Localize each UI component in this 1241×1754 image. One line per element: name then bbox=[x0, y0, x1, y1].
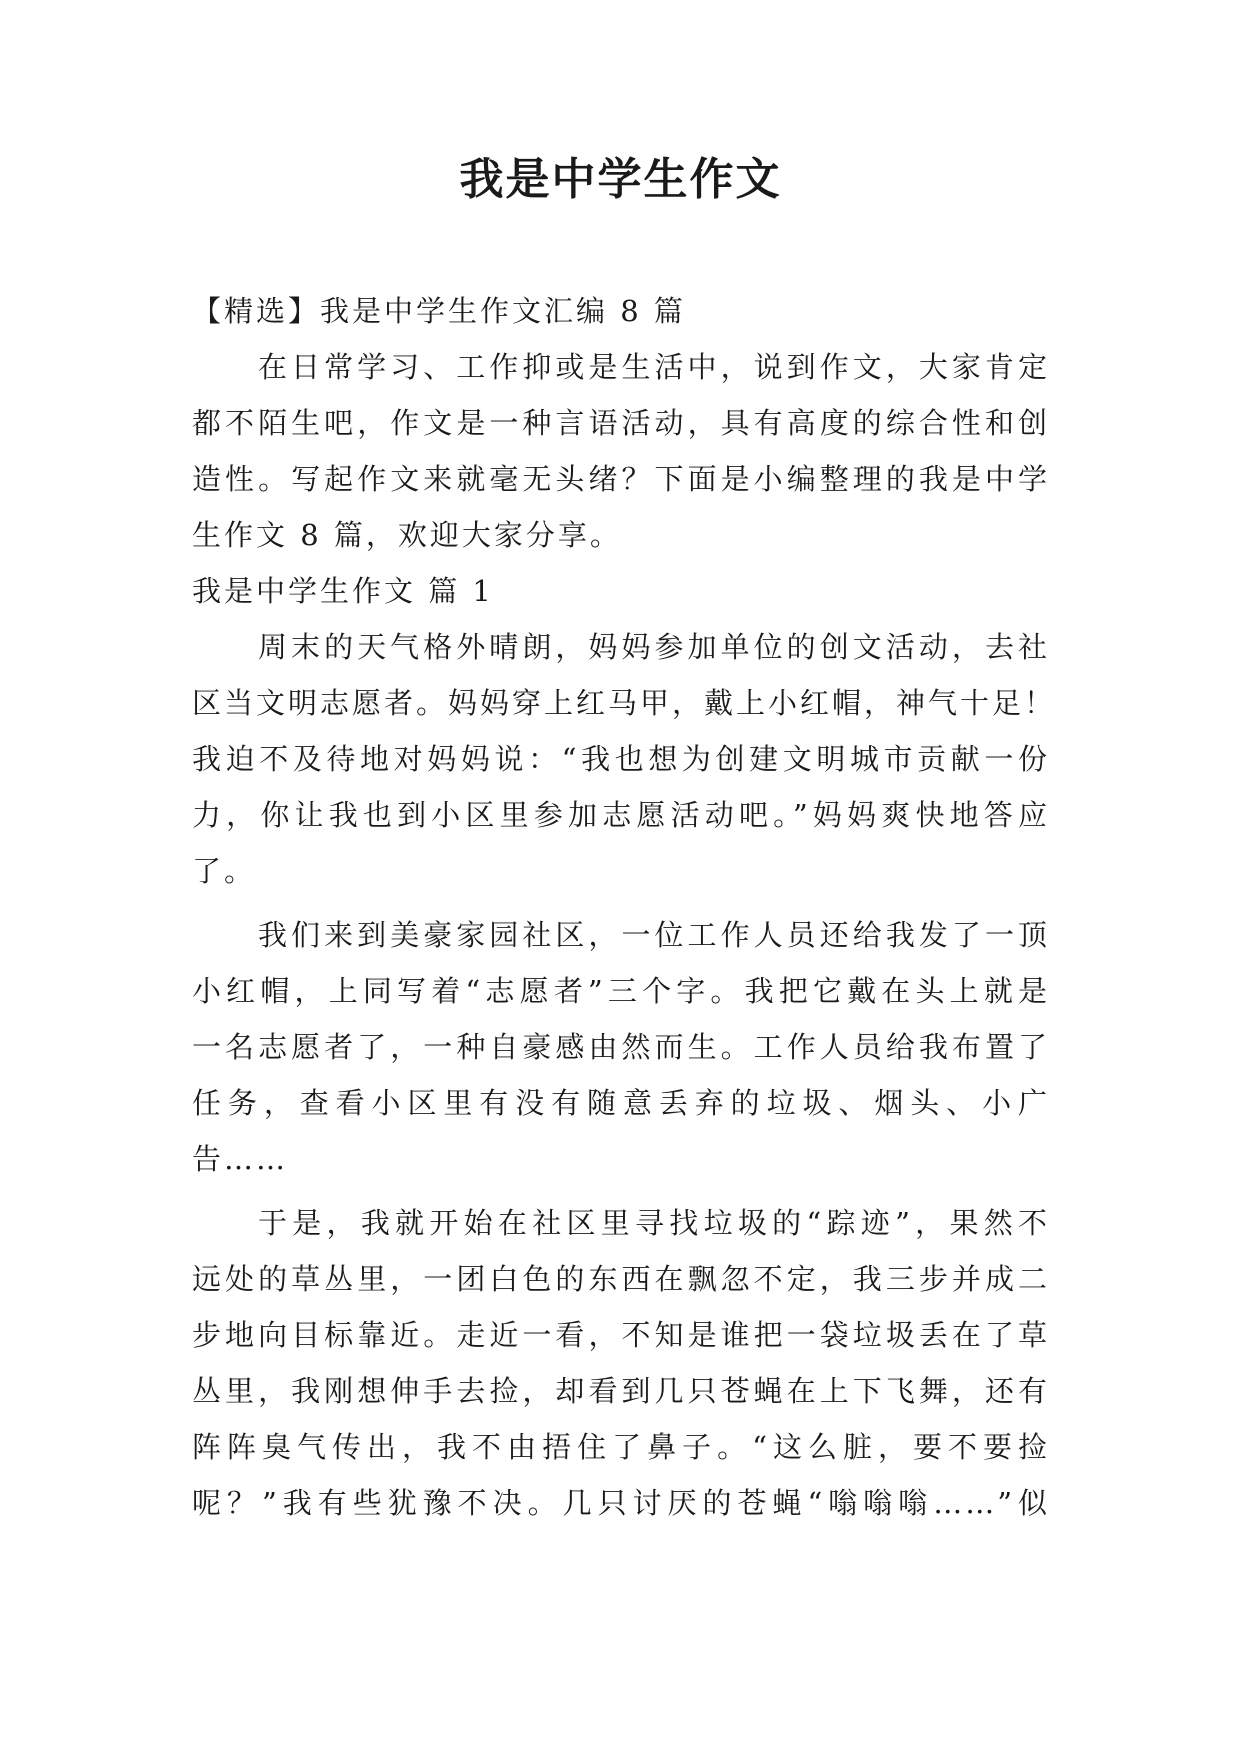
paragraph-line: 区当文明志愿者。妈妈穿上红马甲，戴上小红帽，神气十足！ bbox=[192, 686, 1057, 720]
paragraph-line: 远处的草丛里，一团白色的东西在飘忽不定，我三步并成二 bbox=[192, 1262, 1050, 1296]
paragraph-line: 告…… bbox=[192, 1142, 289, 1176]
paragraph-line: 阵阵臭气传出，我不由捂住了鼻子。“这么脏，要不要捡 bbox=[192, 1430, 1050, 1464]
paragraph-line: 在日常学习、工作抑或是生活中，说到作文，大家肯定 bbox=[258, 350, 1050, 384]
paragraph-line: 任务，查看小区里有没有随意丢弃的垃圾、烟头、小广 bbox=[192, 1086, 1050, 1120]
paragraph-line: 我们来到美豪家园社区，一位工作人员还给我发了一顶 bbox=[258, 918, 1050, 952]
paragraph-line: 呢？”我有些犹豫不决。几只讨厌的苍蝇“嗡嗡嗡……”似 bbox=[192, 1486, 1050, 1520]
page-title: 我是中学生作文 bbox=[459, 154, 782, 205]
paragraph-line: 力，你让我也到小区里参加志愿活动吧。”妈妈爽快地答应 bbox=[192, 798, 1050, 832]
paragraph-line: 丛里，我刚想伸手去捡，却看到几只苍蝇在上下飞舞，还有 bbox=[192, 1374, 1050, 1408]
document-body bbox=[192, 283, 1057, 1531]
paragraph-line: 步地向目标靠近。走近一看，不知是谁把一袋垃圾丢在了草 bbox=[192, 1318, 1050, 1352]
paragraph-line: 一名志愿者了，一种自豪感由然而生。工作人员给我布置了 bbox=[192, 1030, 1050, 1064]
paragraph-line: 都不陌生吧，作文是一种言语活动，具有高度的综合性和创 bbox=[192, 406, 1050, 440]
collection-heading: 【精选】我是中学生作文汇编 8 篇 bbox=[192, 294, 686, 328]
paragraph-line: 周末的天气格外晴朗，妈妈参加单位的创文活动，去社 bbox=[258, 630, 1050, 664]
essay-heading: 我是中学生作文 篇 1 bbox=[192, 574, 494, 608]
paragraph-line: 于是，我就开始在社区里寻找垃圾的“踪迹”，果然不 bbox=[258, 1206, 1050, 1240]
paragraph-line: 生作文 8 篇，欢迎大家分享。 bbox=[192, 518, 622, 552]
paragraph-line: 小红帽，上同写着“志愿者”三个字。我把它戴在头上就是 bbox=[192, 974, 1050, 1008]
paragraph-line: 我迫不及待地对妈妈说：“我也想为创建文明城市贡献一份 bbox=[192, 742, 1050, 776]
paragraph-line: 了。 bbox=[192, 854, 257, 888]
paragraph-line: 造性。写起作文来就毫无头绪？下面是小编整理的我是中学 bbox=[192, 462, 1050, 496]
